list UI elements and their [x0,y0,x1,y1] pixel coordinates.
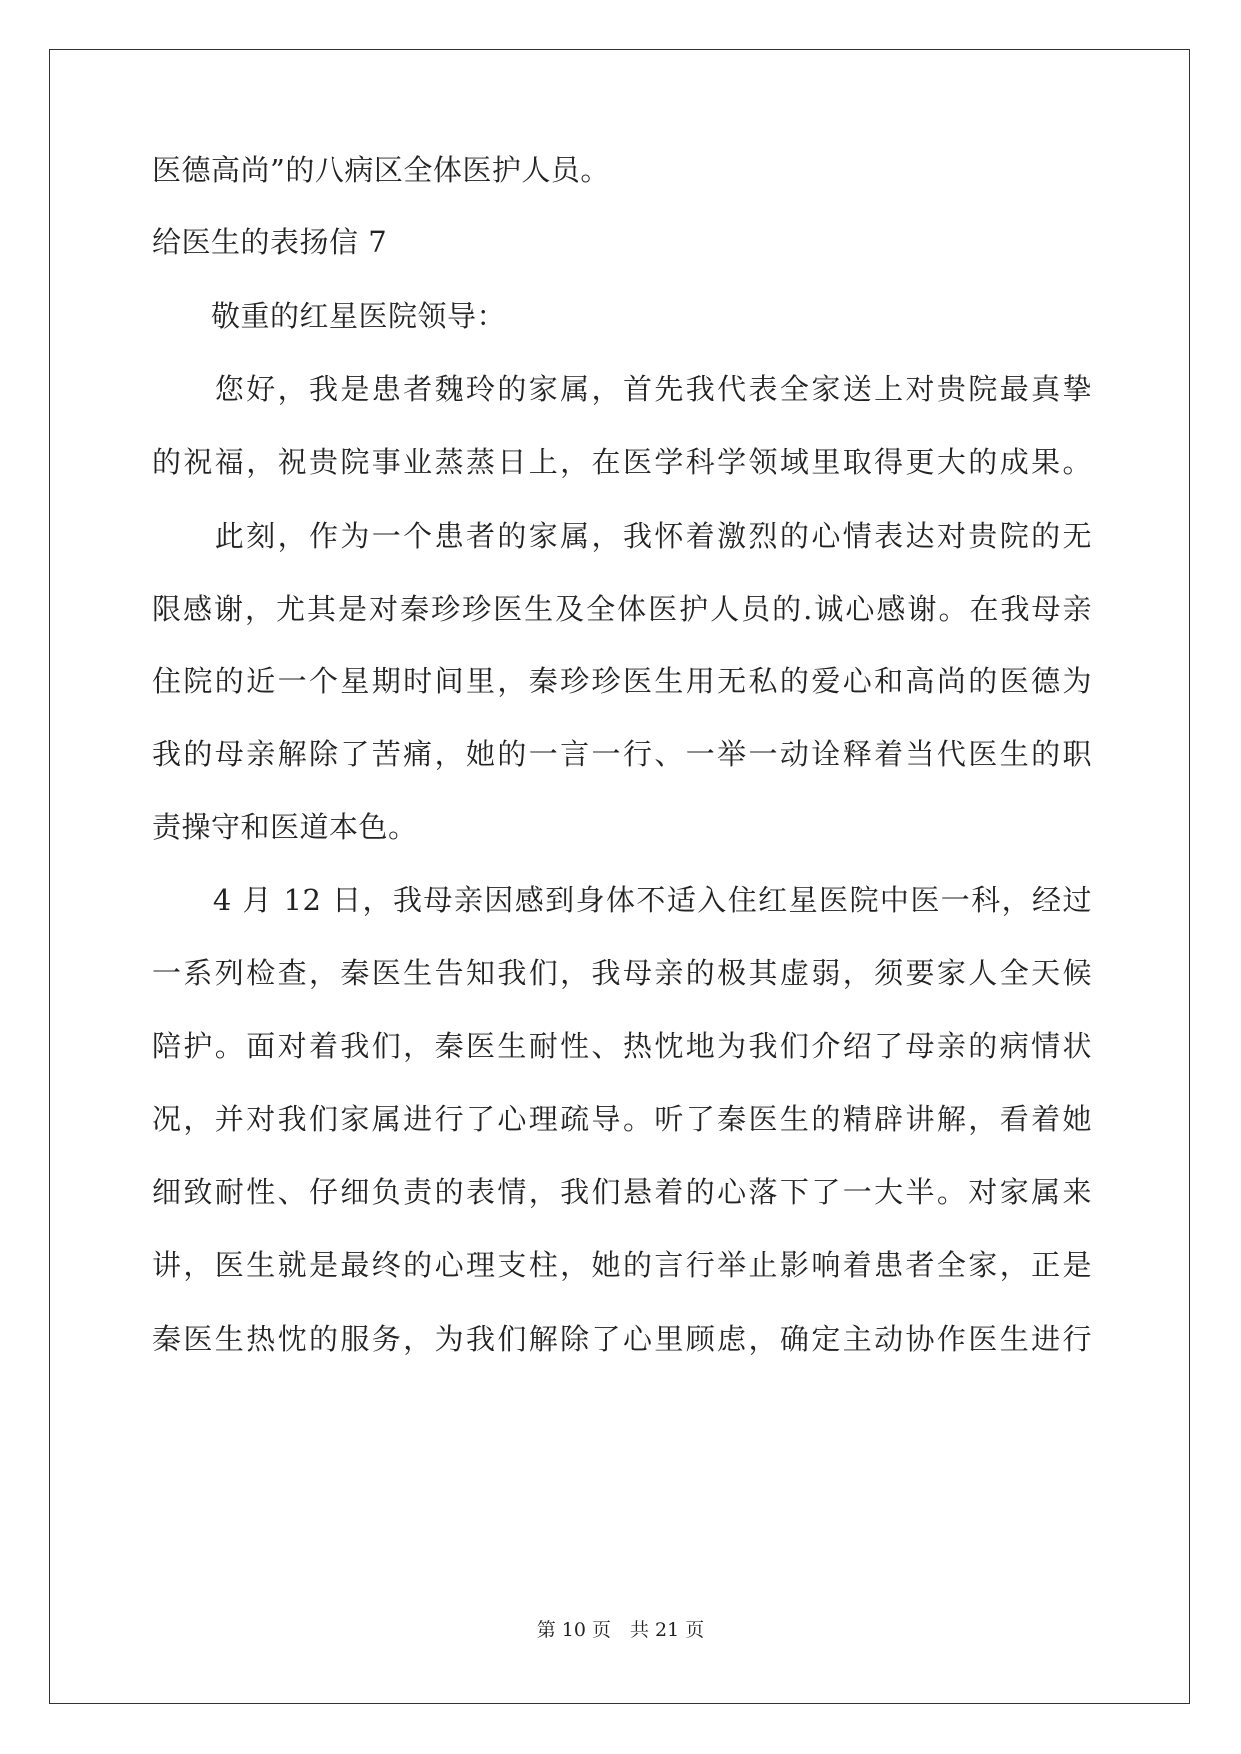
text-line-7: 限感谢，尤其是对秦珍珍医生及全体医护人员的.诚心感谢。在我母亲 [152,592,1092,626]
text-line-12: 一系列检查，秦医生告知我们，我母亲的极其虚弱，须要家人全天候 [152,956,1092,990]
text-line-11: 4 月 12 日，我母亲因感到身体不适入住红星医院中医一科，经过 [152,883,1092,917]
page-footer: 第 10 页 共 21 页 [536,1619,705,1641]
text-line-17: 秦医生热忱的服务，为我们解除了心里顾虑，确定主动协作医生进行 [152,1322,1092,1356]
text-line-16: 讲，医生就是最终的心理支柱，她的言行举止影响着患者全家，正是 [152,1248,1092,1282]
text-line-5: 的祝福，祝贵院事业蒸蒸日上，在医学科学领域里取得更大的成果。 [152,445,1092,479]
text-line-9: 我的母亲解除了苦痛，她的一言一行、一举一动诠释着当代医生的职 [152,737,1092,771]
letter-heading: 给医生的表扬信 7 [152,225,388,259]
salutation: 敬重的红星医院领导： [152,299,507,333]
text-line-10: 责操守和医道本色。 [152,810,418,844]
text-line-6: 此刻，作为一个患者的家属，我怀着激烈的心情表达对贵院的无 [152,519,1092,553]
text-line-13: 陪护。面对着我们，秦医生耐性、热忱地为我们介绍了母亲的病情状 [152,1029,1092,1063]
text-line-4: 您好，我是患者魏玲的家属，首先我代表全家送上对贵院最真挚 [152,372,1092,406]
text-line-8: 住院的近一个星期时间里，秦珍珍医生用无私的爱心和高尚的医德为 [152,664,1092,698]
text-line-15: 细致耐性、仔细负责的表情，我们悬着的心落下了一大半。对家属来 [152,1175,1092,1209]
text-line-1: 医德高尚”的八病区全体医护人员。 [152,153,610,187]
text-line-14: 况，并对我们家属进行了心理疏导。听了秦医生的精辟讲解，看着她 [152,1102,1092,1136]
